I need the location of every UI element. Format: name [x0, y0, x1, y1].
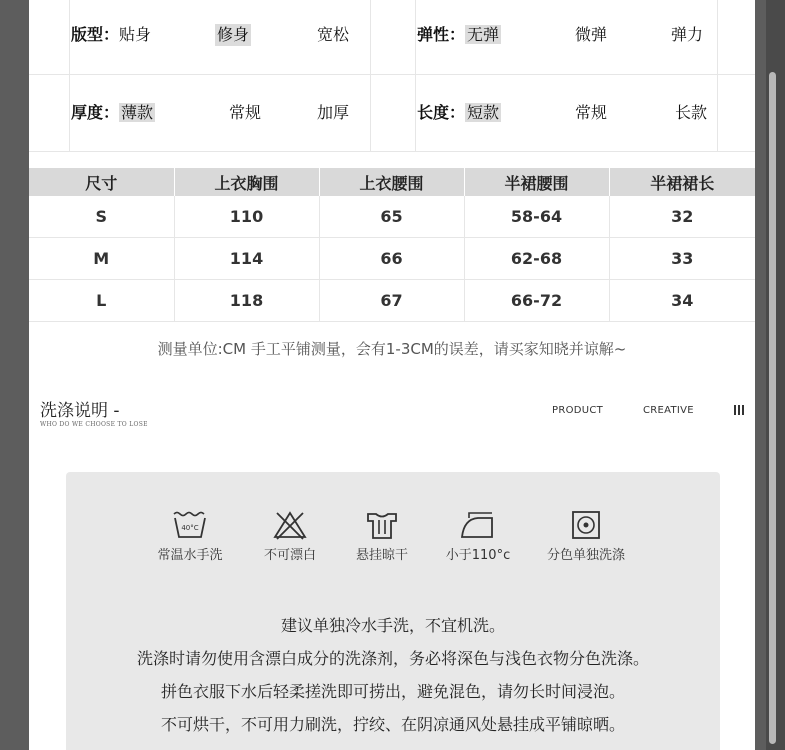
grid-divider	[29, 74, 755, 75]
table-cell: 118	[174, 280, 319, 322]
care-instruction-line: 建议单独冷水手洗，不宜机洗。	[280, 616, 505, 635]
attr-elastic	[417, 24, 501, 46]
nav-link-creative[interactable]: CREATIVE	[643, 405, 694, 416]
grid-divider	[370, 0, 371, 152]
grid-divider	[717, 0, 718, 152]
table-row	[29, 280, 755, 322]
wash-section-title: 洗涤说明 -	[40, 401, 120, 421]
attr-elastic-option: 弹力	[671, 25, 704, 44]
care-label: 不可漂白	[263, 548, 316, 563]
scrollbar-thumb[interactable]	[769, 72, 776, 744]
attribute-grid	[29, 0, 755, 152]
care-instruction-line: 不可烘干，不可用力刷洗，拧绞、在阴凉通风处悬挂成平铺晾晒。	[160, 715, 625, 734]
table-cell: 33	[609, 238, 755, 280]
table-cell: 66	[319, 238, 464, 280]
care-instruction-line: 洗涤时请勿使用含漂白成分的洗涤剂，务必将深色与浅色衣物分色洗涤。	[136, 649, 649, 668]
table-cell: 65	[319, 196, 464, 238]
table-cell: 114	[174, 238, 319, 280]
wash-section-subtitle: WHO DO WE CHOOSE TO LOSE	[40, 421, 148, 428]
table-cell: L	[29, 280, 174, 322]
hand-wash-icon	[172, 510, 208, 540]
attr-length	[417, 102, 501, 124]
grid-divider	[415, 0, 416, 152]
attr-style-option: 宽松	[317, 25, 350, 44]
table-cell: 62-68	[464, 238, 609, 280]
attr-style-key: 版型：	[71, 25, 120, 44]
product-detail-page	[29, 0, 755, 750]
care-instructions-panel	[66, 472, 720, 750]
table-cell: 34	[609, 280, 755, 322]
menu-icon[interactable]	[734, 405, 745, 415]
table-row	[29, 238, 755, 280]
size-table-header	[29, 168, 755, 196]
size-table-header-cell: 半裙裙长	[609, 168, 755, 196]
care-symbol-hand-wash	[140, 510, 240, 563]
care-symbol-dry-clean	[536, 510, 636, 563]
attr-thickness	[71, 102, 155, 124]
dry-clean-icon	[568, 510, 604, 540]
iron-icon	[458, 510, 498, 540]
grid-divider	[29, 151, 755, 152]
attr-length-option: 常规	[575, 103, 608, 122]
care-label: 小于110°c	[445, 548, 511, 563]
attr-thickness-option: 加厚	[317, 103, 350, 122]
table-cell: 58-64	[464, 196, 609, 238]
attr-length-option-selected: 短款	[467, 103, 500, 122]
hang-dry-icon	[364, 510, 400, 540]
attr-thickness-key: 厚度：	[71, 103, 120, 122]
size-table-header-cell: 上衣胸围	[174, 168, 319, 196]
grid-divider	[69, 0, 70, 152]
size-table-header-cell: 尺寸	[29, 168, 174, 196]
table-cell: 66-72	[464, 280, 609, 322]
nav-link-product[interactable]: PRODUCT	[552, 405, 604, 416]
attr-style-option: 贴身	[119, 25, 152, 44]
care-symbol-no-bleach	[240, 510, 340, 563]
table-cell: 67	[319, 280, 464, 322]
table-cell: S	[29, 196, 174, 238]
care-label: 悬挂晾干	[355, 548, 408, 563]
care-symbol-iron	[428, 510, 528, 563]
care-symbol-hang-dry	[332, 510, 432, 563]
size-table-header-cell: 半裙腰围	[464, 168, 609, 196]
attr-length-option: 长款	[675, 103, 708, 122]
attr-thickness-option-selected: 薄款	[121, 103, 154, 122]
size-table-header-cell: 上衣腰围	[319, 168, 464, 196]
attr-length-key: 长度：	[417, 103, 466, 122]
care-instruction-line: 拼色衣服下水后轻柔搓洗即可捞出，避免混色，请勿长时间浸泡。	[160, 682, 625, 701]
size-table	[29, 168, 755, 322]
care-label: 常温水手洗	[157, 548, 223, 563]
attr-style	[71, 24, 151, 46]
attr-style-option-selected: 修身	[217, 25, 250, 44]
no-bleach-icon	[272, 510, 308, 540]
table-cell: M	[29, 238, 174, 280]
attr-elastic-option-selected: 无弹	[467, 25, 500, 44]
attr-elastic-key: 弹性：	[417, 25, 466, 44]
table-cell: 32	[609, 196, 755, 238]
table-row	[29, 196, 755, 238]
attr-elastic-option: 微弹	[575, 25, 608, 44]
table-cell: 110	[174, 196, 319, 238]
measurement-note: 测量单位:CM 手工平铺测量，会有1-3CM的误差，请买家知晓并谅解~	[157, 340, 627, 358]
attr-thickness-option: 常规	[229, 103, 262, 122]
hand-wash-temp: 40°C	[181, 524, 199, 532]
care-label: 分色单独洗涤	[546, 548, 625, 563]
